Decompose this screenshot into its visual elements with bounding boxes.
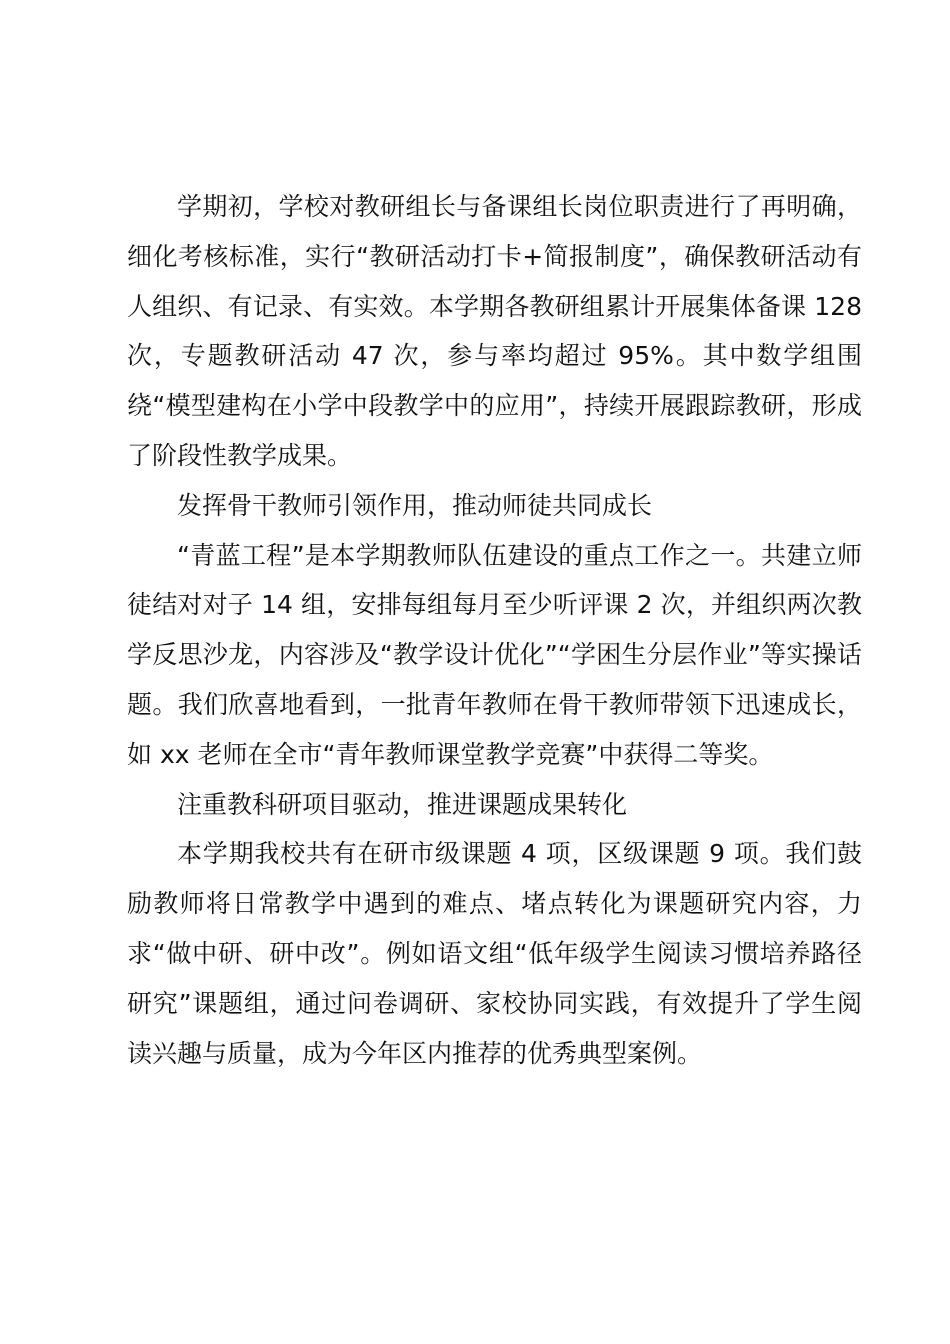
paragraph-mentor-program: “青蓝工程”是本学期教师队伍建设的重点工作之一。共建立师徒结对对子 14 组，安排每组每月至少听评课 2 次，并组织两次教学反思沙龙，内容涉及“教学设计优化”“学困生分层作业”等实操话题。我们欣喜地看到，一批青年教师在骨干教师带领下迅速成长，如 xx 老师在全市“青年教师课堂教学竞赛”中获得二等奖。 bbox=[127, 540, 862, 769]
paragraph-research-projects: 本学期我校共有在研市级课题 4 项，区级课题 9 项。我们鼓励教师将日常教学中遇到的难点、堵点转化为课题研究内容，力求“做中研、研中改”。例如语文组“低年级学生阅读习惯培养路径研究”课题组，通过问卷调研、家校协同实践，有效提升了学生阅读兴趣与质量，成为今年区内推荐的优秀典型案例。 bbox=[127, 839, 862, 1068]
document-body bbox=[127, 182, 862, 1078]
section-heading-mentor-program: 发挥骨干教师引领作用，推动师徒共同成长 bbox=[177, 490, 653, 520]
paragraph-teaching-research-management: 学期初，学校对教研组长与备课组长岗位职责进行了再明确，细化考核标准，实行“教研活动打卡+简报制度”，确保教研活动有人组织、有记录、有实效。本学期各教研组累计开展集体备课 128 次，专题教研活动 47 次，参与率均超过 95%。其中数学组围绕“模型建构在小学中段教学中的应用”，持续开展跟踪教研，形成了阶段性教学成果。 bbox=[127, 192, 862, 470]
section-heading-research-projects: 注重教科研项目驱动，推进课题成果转化 bbox=[177, 789, 628, 819]
